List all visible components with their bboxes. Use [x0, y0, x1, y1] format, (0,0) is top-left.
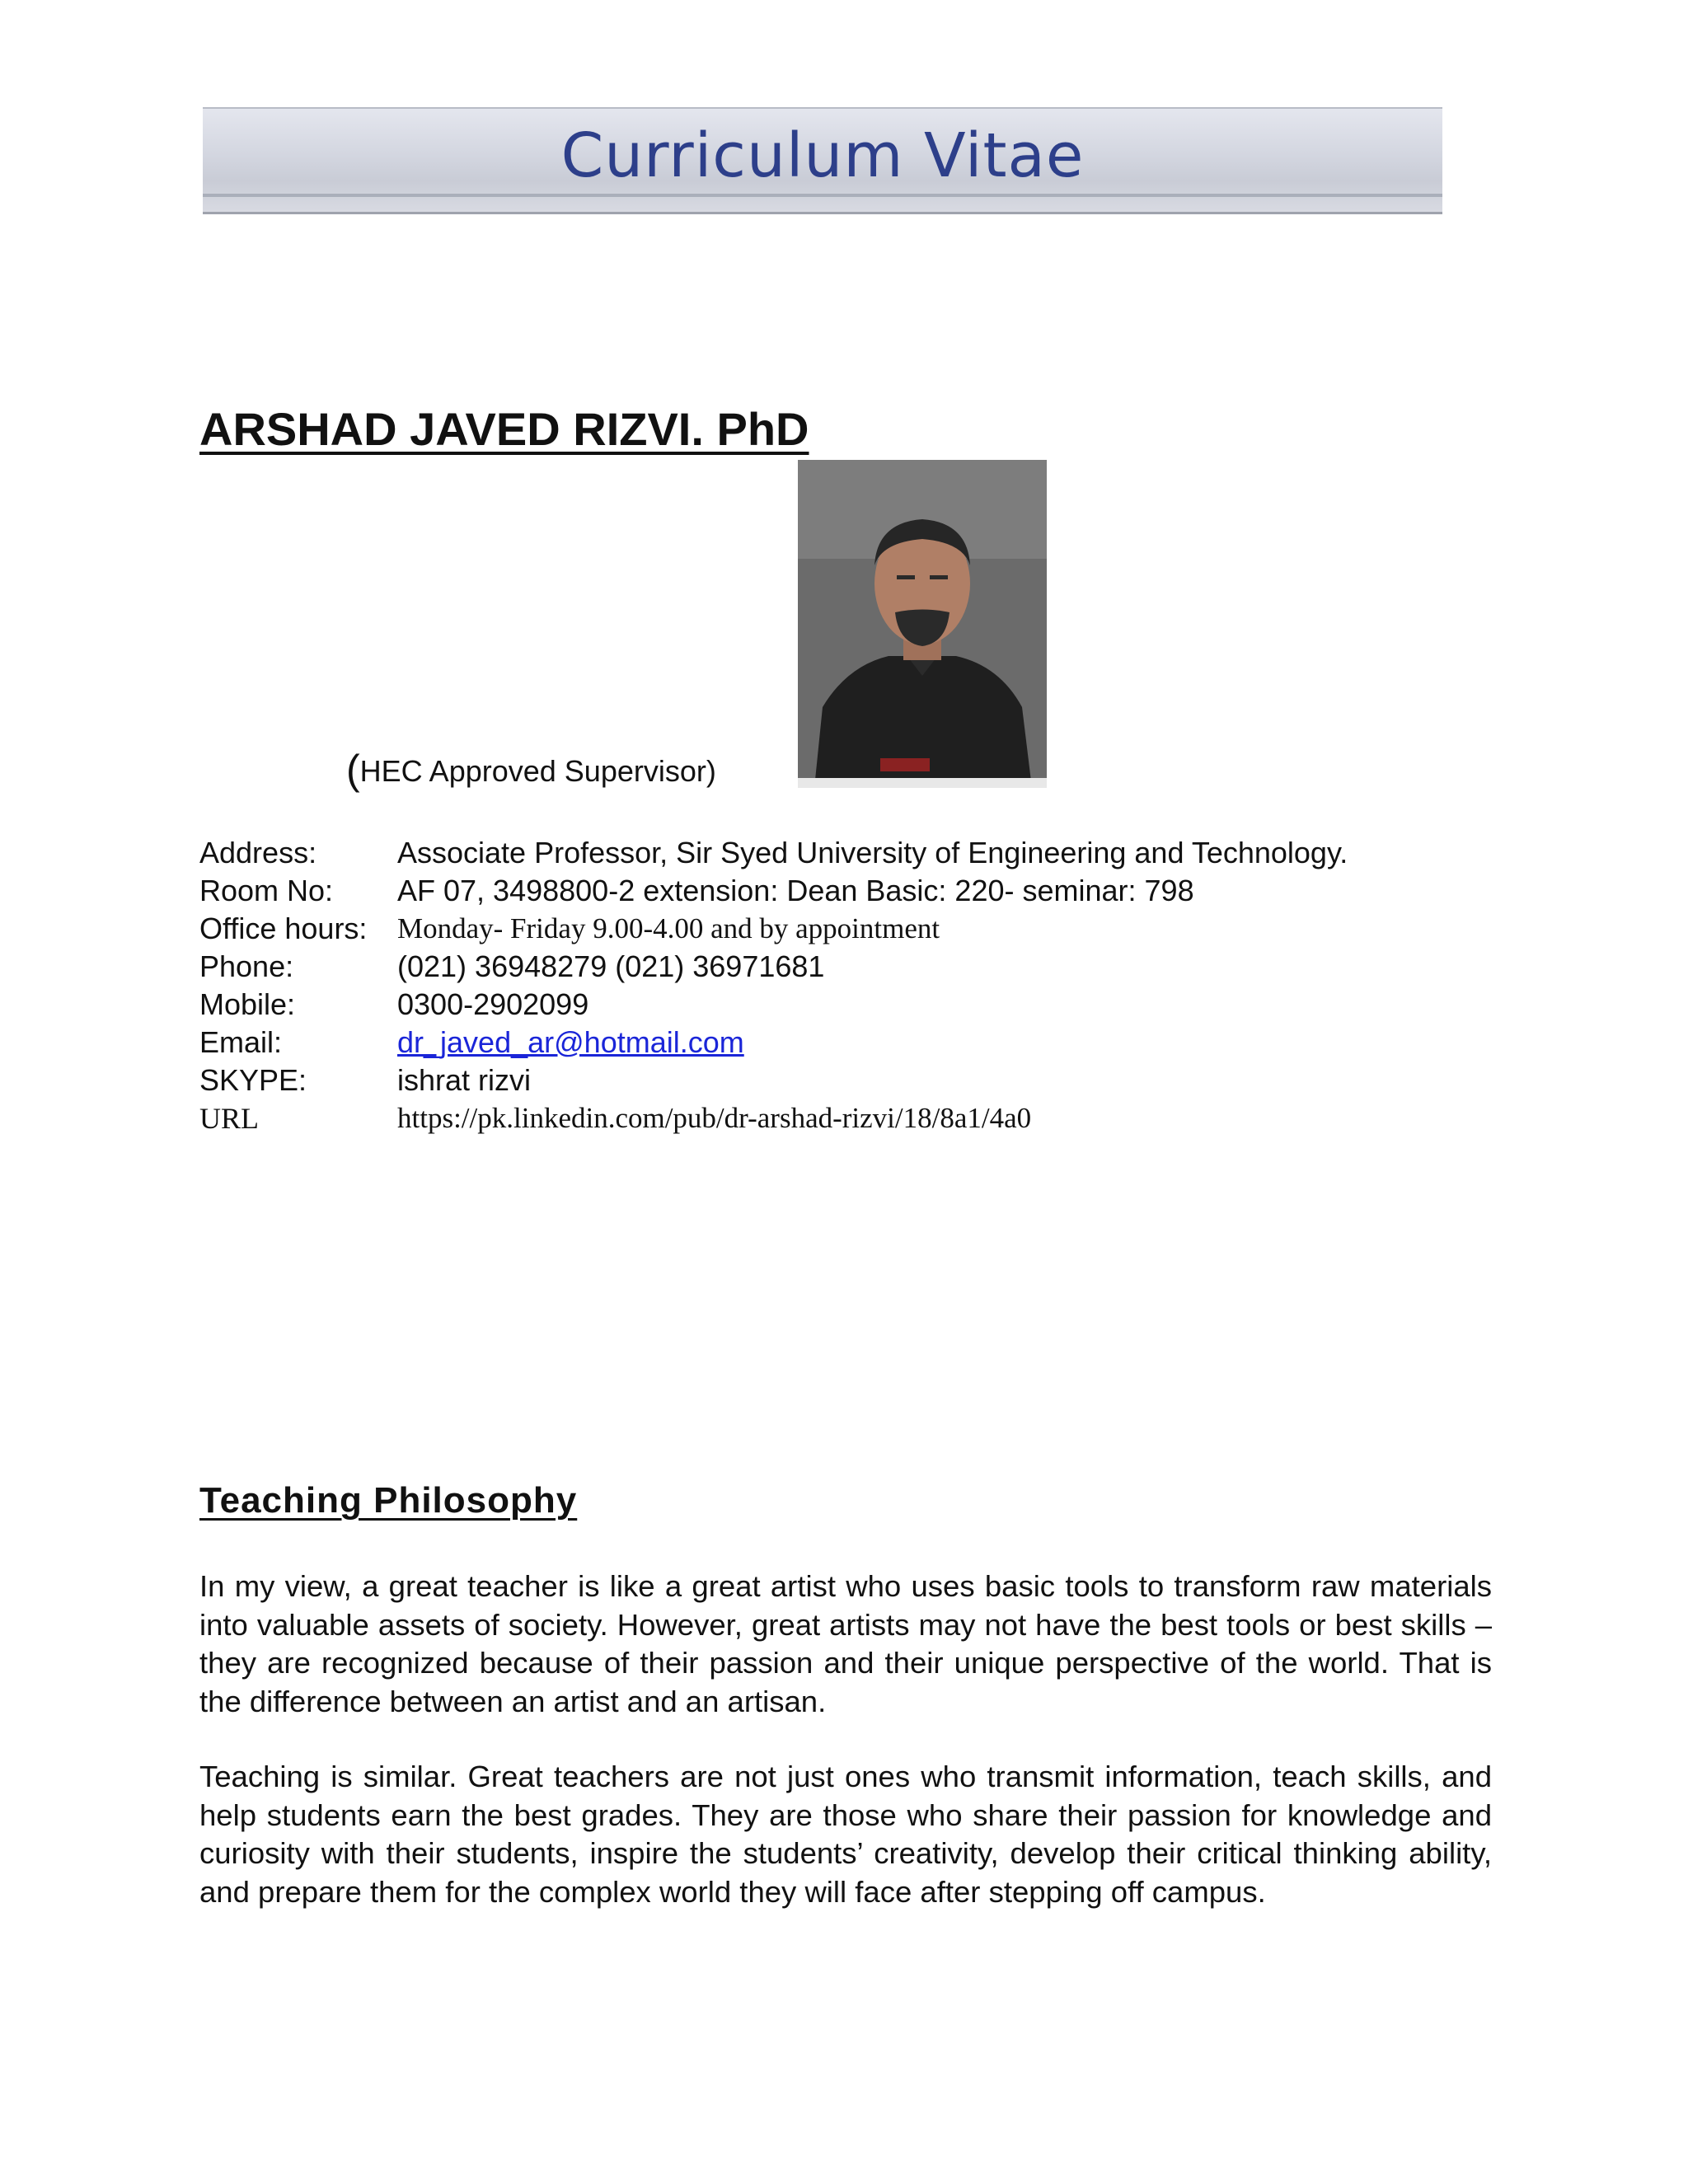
cv-banner	[203, 107, 1442, 214]
info-row-office-hours	[199, 910, 1518, 948]
info-label: Room No:	[199, 874, 334, 907]
info-row-email	[199, 1024, 1518, 1062]
info-value: Monday- Friday 9.00-4.00 and by appointment	[397, 912, 940, 944]
info-row-skype	[199, 1062, 1518, 1099]
info-label: Phone:	[199, 949, 294, 983]
email-link[interactable]: dr_javed_ar@hotmail.com	[397, 1025, 744, 1059]
hec-open-paren: (	[346, 747, 360, 793]
info-label: URL	[199, 1102, 259, 1135]
url-text: https://pk.linkedin.com/pub/dr-arshad-rizvi/18/8a1/4a0	[397, 1102, 1032, 1134]
banner-title: Curriculum Vitae	[560, 120, 1085, 191]
info-label: Mobile:	[199, 987, 296, 1021]
profile-photo	[798, 460, 1047, 788]
hec-text: HEC Approved Supervisor)	[359, 754, 716, 788]
info-value: 0300-2902099	[397, 987, 589, 1021]
info-label: Address:	[199, 836, 317, 869]
hec-supervisor-note	[346, 746, 716, 794]
teaching-paragraph: Teaching is similar. Great teachers are not just ones who transmit information, teach skills, and help students earn the best grades. They are those who share their passion for knowledge and curiosity with their students, inspire the students’ creativity, develop their critical thinking ability, and prepare them for the complex world they will face after stepping off campus.	[199, 1760, 1492, 1909]
info-value: Associate Professor, Sir Syed University of Engineering and Technology.	[397, 836, 1348, 869]
teaching-paragraph: In my view, a great teacher is like a great artist who uses basic tools to transform raw materials into valuable assets of society. However, great artists may not have the best tools or best skills – they are recognized because of their passion and their unique perspective of the world. That is the difference between an artist and an artisan.	[199, 1569, 1492, 1718]
info-label: Email:	[199, 1025, 283, 1059]
contact-info	[199, 834, 1518, 1137]
info-row-room	[199, 872, 1518, 910]
portrait-image	[798, 460, 1047, 788]
person-name: ARSHAD JAVED RIZVI. PhD	[199, 403, 809, 455]
info-row-url	[199, 1099, 1518, 1137]
teaching-philosophy-heading: Teaching Philosophy	[199, 1480, 578, 1521]
info-value: AF 07, 3498800-2 extension: Dean Basic: 220- seminar: 798	[397, 874, 1194, 907]
info-value: ishrat rizvi	[397, 1063, 532, 1097]
info-label: SKYPE:	[199, 1063, 307, 1097]
info-value: (021) 36948279 (021) 36971681	[397, 949, 825, 983]
info-row-phone	[199, 948, 1518, 986]
info-row-address	[199, 834, 1518, 872]
info-label: Office hours:	[199, 912, 368, 945]
info-row-mobile	[199, 986, 1518, 1024]
